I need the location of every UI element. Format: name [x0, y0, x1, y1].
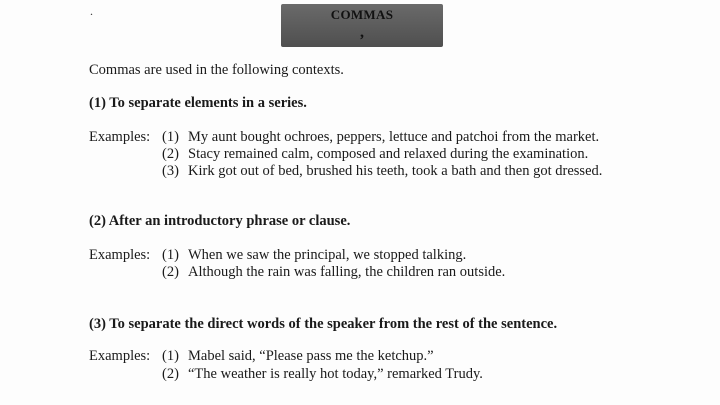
- section-3-example-2-num: (2): [162, 366, 179, 382]
- section-2-example-1-text: When we saw the principal, we stopped talking.: [188, 247, 467, 263]
- section-1-example-1-text: My aunt bought ochroes, peppers, lettuce and patchoi from the market.: [188, 129, 600, 145]
- section-1-example-3-text: Kirk got out of bed, brushed his teeth, took a bath and then got dressed.: [188, 163, 603, 179]
- section-1-example-1-num: (1): [162, 129, 179, 145]
- section-2-example-1-num: (1): [162, 247, 179, 263]
- section-2-examples-label: Examples:: [89, 247, 151, 263]
- section-3-example-1-num: (1): [162, 348, 179, 364]
- section-1-example-2-text: Stacy remained calm, composed and relaxed during the examination.: [188, 146, 589, 162]
- intro-text: Commas are used in the following contexts.: [89, 62, 344, 78]
- section-1-heading: (1) To separate elements in a series.: [89, 95, 307, 111]
- section-2-example-2-text: Although the rain was falling, the children ran outside.: [188, 264, 506, 280]
- section-3-heading: (3) To separate the direct words of the speaker from the rest of the sentence.: [89, 316, 558, 332]
- section-2-heading: (2) After an introductory phrase or clause.: [89, 213, 351, 229]
- title-comma-mark: ,: [360, 24, 364, 41]
- section-1-example-3-num: (3): [162, 163, 179, 179]
- section-3-example-1-text: Mabel said, “Please pass me the ketchup.”: [188, 348, 434, 364]
- section-2-example-2-num: (2): [162, 264, 179, 280]
- title-banner: [281, 4, 443, 47]
- page-title: COMMAS: [330, 7, 394, 22]
- stray-dot: .: [90, 4, 93, 18]
- section-3-examples-label: Examples:: [89, 348, 151, 364]
- section-1-example-2-num: (2): [162, 146, 179, 162]
- section-1-examples-label: Examples:: [89, 129, 151, 145]
- section-3-example-2-text: “The weather is really hot today,” remarked Trudy.: [188, 366, 483, 382]
